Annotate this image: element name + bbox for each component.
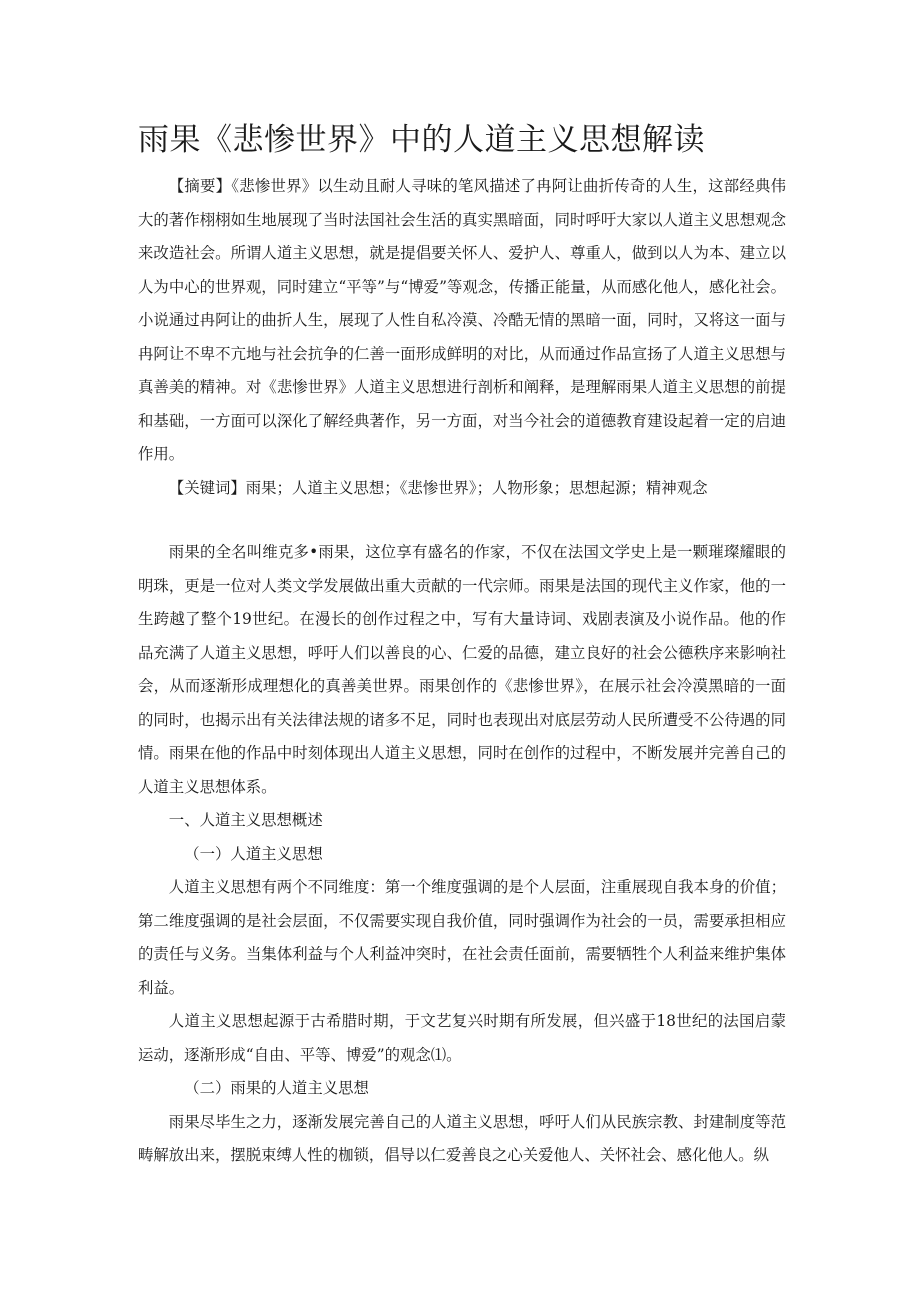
keywords-paragraph — [138, 472, 786, 506]
subsection-heading-1: （一）人道主义思想 — [184, 844, 323, 863]
body-paragraph-1: 人道主义思想有两个不同维度：第一个维度强调的是个人层面，注重展现自我本身的价值；第二维度强调的是社会层面，不仅需要实现自我价值，同时强调作为社会的一员，需要承担相应的责任与义务。当集体利益与个人利益冲突时，在社会责任面前，需要牺牲个人利益来维护集体利益。 — [138, 878, 786, 997]
abstract-section — [138, 170, 786, 505]
body-paragraph-2: 人道主义思想起源于古希腊时期，于文艺复兴时期有所发展，但兴盛于18世纪的法国启蒙运动，逐渐形成“自由、平等、博爱”的观念⑴。 — [138, 1012, 786, 1064]
keywords-text: 雨果；人道主义思想；《悲惨世界》；人物形象；思想起源；精神观念 — [245, 478, 708, 497]
document-title: 雨果《悲惨世界》中的人道主义思想解读 — [138, 122, 705, 158]
abstract-text: 《悲惨世界》以生动且耐人寻味的笔风描述了冉阿让曲折传奇的人生，这部经典伟大的著作栩栩如生地展现了当时法国社会生活的真实黑暗面，同时呼吁大家以人道主义思想观念来改造社会。所谓人道主义思想，就是提倡要关怀人、爱护人、尊重人，做到以人为本、建立以人为中心的世界观，同时建立“平等”与“博爱”等观念，传播正能量，从而感化他人，感化社会。小说通过冉阿让的曲折人生，展现了人性自私冷漠、冷酷无情的黑暗一面，同时，又将这一面与冉阿让不卑不亢地与社会抗争的仁善一面形成鲜明的对比，从而通过作品宣扬了人道主义思想与真善美的精神。对《悲惨世界》人道主义思想进行剖析和阐释，是理解雨果人道主义思想的前提和基础，一方面可以深化了解经典著作，另一方面，对当今社会的道德教育建设起着一定的启迪作用。 — [138, 177, 786, 463]
intro-paragraph: 雨果的全名叫维克多•雨果，这位享有盛名的作家，不仅在法国文学史上是一颗璀璨耀眼的明珠，更是一位对人类文学发展做出重大贡献的一代宗师。雨果是法国的现代主义作家，他的一生跨越了整个19世纪。在漫长的创作过程之中，写有大量诗词、戏剧表演及小说作品。他的作品充满了人道主义思想，呼吁人们以善良的心、仁爱的品德，建立良好的社会公德秩序来影响社会，从而逐渐形成理想化的真善美世界。雨果创作的《悲惨世界》，在展示社会冷漠黑暗的一面的同时，也揭示出有关法律法规的诸多不足，同时也表现出对底层劳动人民所遭受不公待遇的同情。雨果在他的作品中时刻体现出人道主义思想，同时在创作的过程中，不断发展并完善自己的人道主义思想体系。 — [138, 543, 786, 796]
subsection-heading-2: （二）雨果的人道主义思想 — [184, 1079, 369, 1097]
body-section — [138, 536, 786, 1173]
section-heading-1: 一、人道主义思想概述 — [168, 811, 323, 829]
keywords-label: 【关键词】 — [168, 478, 246, 497]
abstract-label: 【摘要】 — [168, 177, 232, 195]
body-paragraph-3: 雨果尽毕生之力，逐渐发展完善自己的人道主义思想，呼吁人们从民族宗教、封建制度等范畴解放出来，摆脱束缚人性的枷锁，倡导以仁爱善良之心关爱他人、关怀社会、感化他人。纵 — [138, 1112, 786, 1164]
abstract-paragraph — [138, 170, 786, 472]
